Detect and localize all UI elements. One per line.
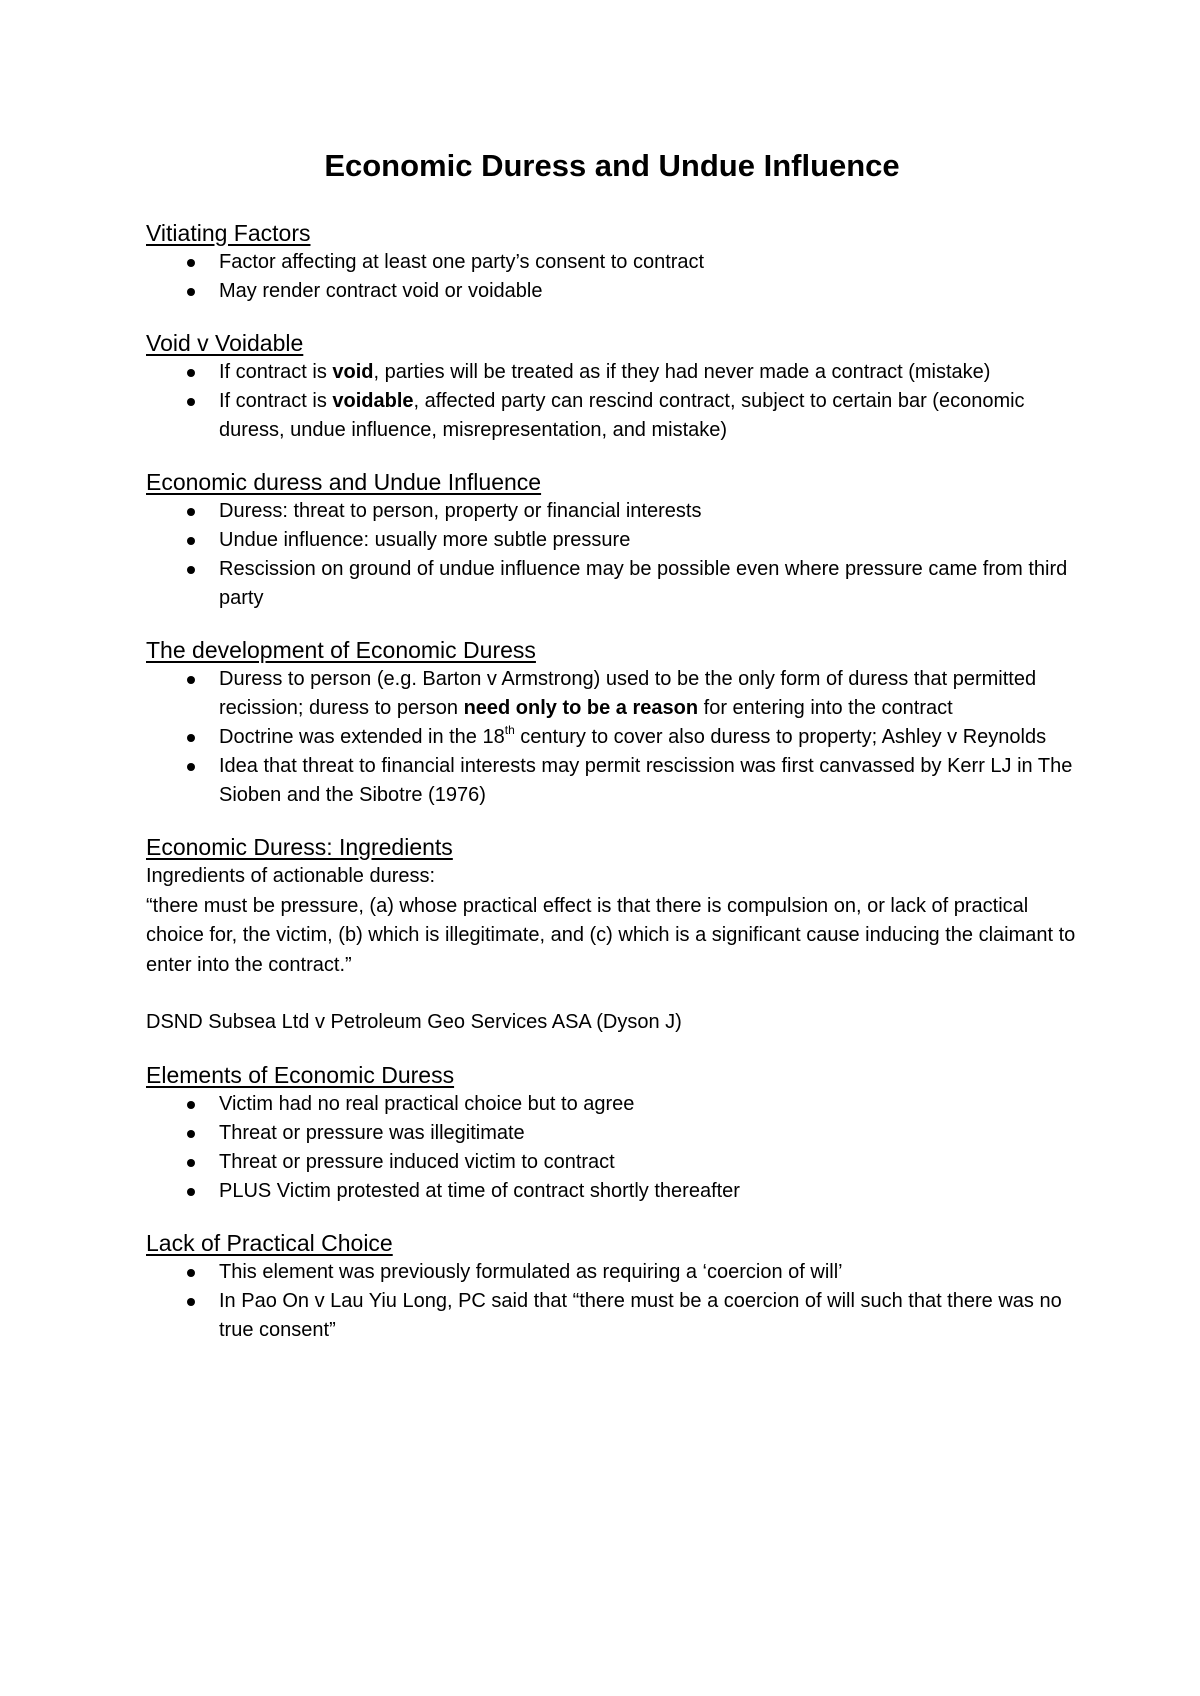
bullet-item: PLUS Victim protested at time of contract shortly thereafter — [146, 1177, 1080, 1206]
bullet-list — [146, 1090, 1080, 1206]
section-heading: Void v Voidable — [146, 330, 304, 356]
bullet-list — [146, 248, 1080, 306]
section-void-v-voidable — [146, 328, 1080, 445]
bullet-item: Idea that threat to financial interests may permit rescission was first canvassed by Kerr LJ in The Sioben and the Sibotre (1976) — [146, 752, 1080, 810]
text-run: , parties will be treated as if they had never made a contract (mistake) — [373, 361, 991, 383]
text-run: century to cover also duress to property; Ashley v Reynolds — [514, 726, 1047, 748]
section-ingredients — [146, 832, 1080, 1038]
bullet-item: This element was previously formulated as requiring a ‘coercion of will’ — [146, 1258, 1080, 1287]
bold-term: voidable — [332, 390, 414, 412]
ingredients-intro: Ingredients of actionable duress: — [146, 865, 436, 887]
section-heading: Elements of Economic Duress — [146, 1061, 455, 1088]
bullet-item: In Pao On v Lau Yiu Long, PC said that “there must be a coercion of will such that there was no true consent” — [146, 1287, 1080, 1345]
bullet-list — [146, 358, 1080, 445]
bullet-item: Threat or pressure induced victim to contract — [146, 1148, 1080, 1177]
text-run: , affected party can rescind contract, subject to certain bar (economic duress, undue influence, misrepresentation, and mistake) — [219, 390, 1025, 441]
bullet-item: May render contract void or voidable — [146, 277, 1080, 306]
bullet-item: Duress: threat to person, property or financial interests — [146, 497, 1080, 526]
text-run: If contract is — [219, 361, 333, 383]
superscript: th — [504, 723, 515, 737]
section-elements — [146, 1060, 1080, 1206]
section-heading: The development of Economic Duress — [146, 637, 536, 663]
section-heading: Economic duress and Undue Influence — [146, 469, 542, 495]
bullet-item: Rescission on ground of undue influence may be possible even where pressure came from third party — [146, 555, 1080, 613]
bold-term: need only to be a reason — [463, 697, 699, 719]
case-citation: DSND Subsea Ltd v Petroleum Geo Services ASA (Dyson J) — [146, 1011, 682, 1033]
bullet-item — [146, 723, 1080, 752]
bullet-list — [146, 665, 1080, 810]
bullet-item: Factor affecting at least one party’s consent to contract — [146, 248, 1080, 277]
ingredients-quote: “there must be pressure, (a) whose practical effect is that there is compulsion on, or lack of practical choice for, the victim, (b) which is illegitimate, and (c) which is a significant cause inducing the claimant to enter into the contract.” — [146, 894, 1076, 976]
text-run: Doctrine was extended in the 18 — [219, 726, 505, 748]
text-run: If contract is — [219, 390, 333, 412]
bullet-list — [146, 1258, 1080, 1345]
bullet-item: Threat or pressure was illegitimate — [146, 1119, 1080, 1148]
bullet-item — [146, 358, 1080, 387]
bullet-item — [146, 665, 1080, 723]
bold-term: void — [332, 361, 374, 383]
document-title: Economic Duress and Undue Influence — [324, 148, 900, 183]
bullet-item — [146, 387, 1080, 445]
section-heading: Economic Duress: Ingredients — [146, 834, 453, 860]
text-run: for entering into the contract — [698, 697, 953, 719]
bullet-item: Undue influence: usually more subtle pressure — [146, 526, 1080, 555]
bullet-item: Victim had no real practical choice but to agree — [146, 1090, 1080, 1119]
section-duress-undue-influence — [146, 467, 1080, 613]
section-heading: Lack of Practical Choice — [146, 1229, 393, 1256]
text-run: Duress to person (e.g. Barton v Armstrong) used to be the only form of duress that permitted recission; duress to person — [219, 668, 1037, 719]
bullet-list — [146, 497, 1080, 613]
section-vitiating-factors — [146, 218, 1080, 306]
section-lack-of-practical-choice — [146, 1228, 1080, 1345]
section-heading: Vitiating Factors — [146, 220, 311, 246]
section-development — [146, 635, 1080, 810]
